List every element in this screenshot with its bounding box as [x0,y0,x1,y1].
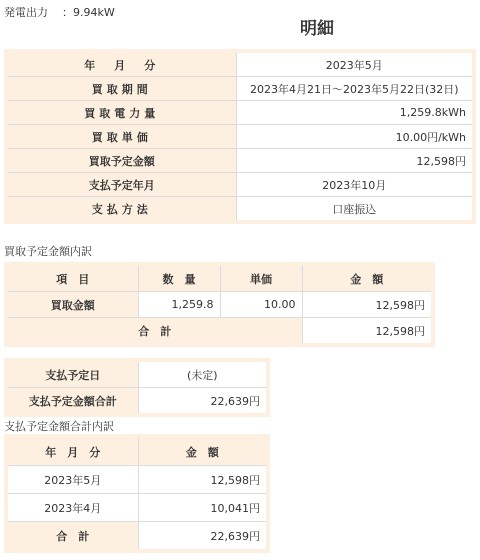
output-label: 発電出力 [4,6,48,19]
meisai-value: 2023年4月21日～2023年5月22日(32日) [236,77,474,101]
shiharai-label: 支払予定日 [6,360,138,388]
shiharai-uchiwake-header-row [6,436,268,466]
quantity-cell: 1,259.8 [138,292,220,318]
output-value: ：9.94kW [62,6,115,19]
uchiwake-heading: 買取予定金額内訳 [4,245,92,258]
shiharai-value: (未定) [138,360,268,388]
unit-price-cell: 10.00 [220,292,302,318]
col-amount-header: 金 額 [138,436,268,466]
shiharai-label: 支払予定金額合計 [6,388,138,416]
col-item-header: 項 目 [6,264,138,292]
table-row [6,292,433,318]
total-amount: 22,639円 [138,522,268,552]
shiharai-value: 22,639円 [138,388,268,416]
total-row [6,318,433,346]
meisai-value: 口座振込 [236,197,474,223]
total-label: 合 計 [6,522,138,552]
amount-cell: 12,598円 [302,292,433,318]
meisai-label: 買取電力量 [6,101,236,125]
uchiwake-header-row [6,264,433,292]
meisai-label: 買取単価 [6,125,236,149]
shiharai-uchiwake-heading: 支払予定金額合計内訳 [4,420,114,433]
table-row [6,466,268,494]
meisai-table [4,49,476,224]
meisai-row [6,149,474,173]
meisai-row [6,125,474,149]
shiharai-row [6,388,268,416]
uchiwake-table [4,262,435,347]
month-cell: 2023年5月 [6,466,138,494]
total-row [6,522,268,552]
meisai-value: 2023年10月 [236,173,474,197]
meisai-row [6,51,474,77]
month-cell: 2023年4月 [6,494,138,522]
meisai-row [6,173,474,197]
amount-cell: 12,598円 [138,466,268,494]
total-amount: 12,598円 [302,318,433,346]
shiharai-row [6,360,268,388]
table-row [6,494,268,522]
meisai-label: 買取期間 [6,77,236,101]
col-amount-header: 金 額 [302,264,433,292]
amount-cell: 10,041円 [138,494,268,522]
shiharai-uchiwake-table [4,434,270,553]
meisai-row [6,77,474,101]
meisai-value: 1,259.8kWh [236,101,474,125]
col-quantity-header: 数 量 [138,264,220,292]
col-unit-price-header: 単価 [220,264,302,292]
meisai-label: 支払方法 [6,197,236,223]
total-label: 合 計 [6,318,302,346]
meisai-row [6,197,474,223]
shiharai-table [4,358,270,417]
meisai-label: 支払予定年月 [6,173,236,197]
meisai-label: 買取予定金額 [6,149,236,173]
meisai-label: 年 月 分 [6,51,236,77]
meisai-value: 12,598円 [236,149,474,173]
meisai-row [6,101,474,125]
item-cell: 買取金額 [6,292,138,318]
page-title: 明細 [300,19,334,39]
meisai-value: 2023年5月 [236,51,474,77]
col-month-header: 年 月 分 [6,436,138,466]
meisai-value: 10.00円/kWh [236,125,474,149]
